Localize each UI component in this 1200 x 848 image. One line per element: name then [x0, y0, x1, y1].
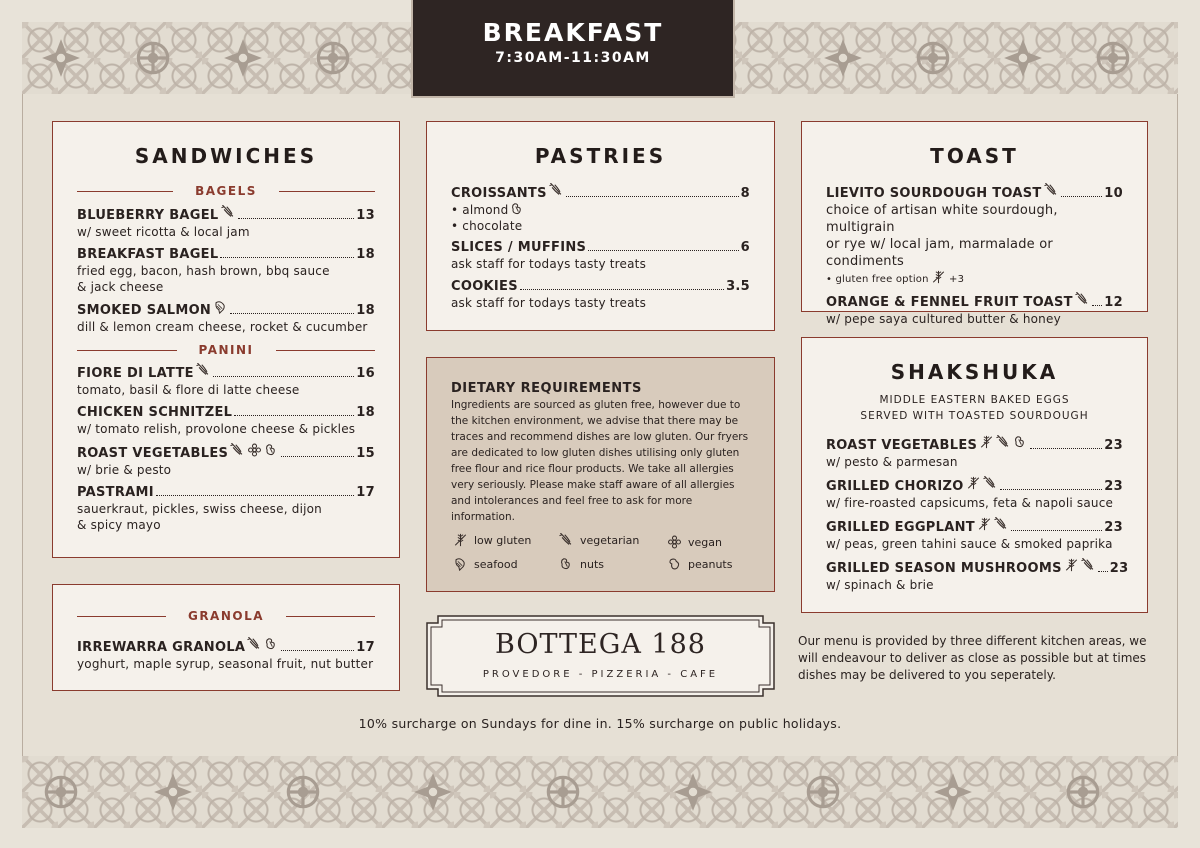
tile-border-bottom — [22, 756, 1178, 828]
tile-motif-icon — [222, 37, 264, 79]
menu-item: PASTRAMI 17 sauerkraut, pickles, swiss cheese, dijon & spicy mayo — [77, 485, 375, 532]
menu-item: SLICES / MUFFINS 6 ask staff for todays tasty treats — [451, 240, 750, 271]
low-gluten-icon — [1064, 558, 1079, 572]
vegan-icon — [247, 443, 262, 457]
vegetarian-icon — [559, 533, 574, 547]
vegan-icon — [667, 535, 682, 549]
tile-motif-icon — [672, 771, 714, 813]
low-gluten-icon — [453, 533, 468, 547]
menu-item: IRREWARRA GRANOLA 17 yoghurt, maple syrup, seasonal fruit, nut butter — [77, 637, 375, 672]
bagels-subheading: BAGELS — [77, 184, 375, 198]
dietary-text: Ingredients are sourced as gluten free, however due to the kitchen environment, we advise that there may be traces and recommend dishes are low gluten. Our fryers are dedicated to low gluten dishes utilising only gluten free flour and rice flour products. We take all allergies very seriously. Please make staff aware of all allergies and intolerances and feel free to ask for more information. — [451, 399, 749, 523]
pastries-card — [426, 121, 775, 331]
menu-item: SMOKED SALMON 18 dill & lemon cream cheese, rocket & cucumber — [77, 300, 375, 335]
menu-item: ORANGE & FENNEL FRUIT TOAST 12 w/ pepe saya cultured butter & honey — [826, 292, 1123, 327]
dietary-title: DIETARY REQUIREMENTS — [451, 381, 642, 396]
tile-motif-icon — [822, 37, 864, 79]
tile-motif-icon — [1092, 37, 1134, 79]
nuts-icon — [264, 443, 279, 457]
menu-item: ROAST VEGETABLES 15 w/ brie & pesto — [77, 443, 375, 478]
toast-card — [801, 121, 1148, 326]
logo-name: BOTTEGA 188 — [495, 629, 706, 660]
pastries-title: PASTRIES — [534, 144, 667, 168]
menu-title: BREAKFAST — [482, 18, 664, 47]
vegetarian-icon — [549, 183, 564, 197]
menu-item: GRILLED EGGPLANT 23 w/ peas, green tahini sauce & smoked paprika — [826, 517, 1123, 552]
seafood-icon — [453, 557, 468, 571]
menu-item: CHICKEN SCHNITZEL 18 w/ tomato relish, provolone cheese & pickles — [77, 405, 375, 436]
menu-item: FIORE DI LATTE 16 tomato, basil & flore di latte cheese — [77, 363, 375, 398]
vegetarian-icon — [247, 637, 262, 651]
tile-motif-icon — [1002, 37, 1044, 79]
menu-header — [411, 0, 735, 98]
tile-motif-icon — [312, 37, 354, 79]
menu-item: GRILLED CHORIZO 23 w/ fire-roasted capsicums, feta & napoli sauce — [826, 476, 1123, 511]
sandwiches-card — [52, 121, 400, 558]
menu-item: COOKIES 3.5 ask staff for todays tasty treats — [451, 279, 750, 310]
vegetarian-icon — [230, 443, 245, 457]
vegetarian-icon — [983, 476, 998, 490]
tile-motif-icon — [1062, 771, 1104, 813]
panini-subheading: PANINI — [77, 343, 375, 357]
vegetarian-icon — [996, 435, 1011, 449]
tile-motif-icon — [932, 771, 974, 813]
seafood-icon — [213, 300, 228, 314]
shakshuka-title: SHAKSHUKA — [890, 360, 1059, 384]
tile-motif-icon — [132, 37, 174, 79]
shakshuka-card — [801, 337, 1148, 613]
menu-item: CROISSANTS 8 • almond • chocolate — [451, 183, 750, 234]
shakshuka-subtitle: MIDDLE EASTERN BAKED EGGS — [879, 394, 1070, 406]
vegetarian-icon — [221, 205, 236, 219]
menu-item: BLUEBERRY BAGEL 13 w/ sweet ricotta & local jam — [77, 205, 375, 240]
low-gluten-icon — [979, 435, 994, 449]
vegetarian-icon — [1044, 183, 1059, 197]
low-gluten-icon — [977, 517, 992, 531]
tile-motif-icon — [40, 37, 82, 79]
menu-item: ROAST VEGETABLES 23 w/ pesto & parmesan — [826, 435, 1123, 470]
tile-motif-icon — [802, 771, 844, 813]
vegetarian-icon — [1075, 292, 1090, 306]
tile-motif-icon — [282, 771, 324, 813]
logo-tagline: PROVEDORE - PIZZERIA - CAFE — [482, 669, 719, 680]
tile-motif-icon — [40, 771, 82, 813]
nuts-icon — [1013, 435, 1028, 449]
sandwiches-title: SANDWICHES — [134, 144, 318, 168]
peanuts-icon — [667, 557, 682, 571]
nuts-icon — [559, 557, 574, 571]
menu-item: GRILLED SEASON MUSHROOMS 23 w/ spinach & brie — [826, 558, 1123, 593]
menu-item: LIEVITO SOURDOUGH TOAST 10 choice of artisan white sourdough, multigrain or rye w/ local jam, marmalade or condiments • gluten free option +3 — [826, 183, 1123, 288]
tile-motif-icon — [152, 771, 194, 813]
dietary-requirements-panel: DIETARY REQUIREMENTS Ingredients are sourced as gluten free, however due to the kitchen environment, we advise that there may be traces and recommend dishes are low gluten. Our fryers are dedicated to low gluten dishes utilising only gluten free flour and rice flour products. We take all allergies very seriously. Please make staff aware of all allergies and intolerances and feel free to ask for more information. low gluten vegetarian vegan seafood nuts peanuts — [426, 357, 775, 592]
nuts-icon — [510, 202, 525, 216]
tile-motif-icon — [412, 771, 454, 813]
shakshuka-subtitle: SERVED WITH TOASTED SOURDOUGH — [860, 410, 1089, 422]
vegetarian-icon — [196, 363, 211, 377]
tile-motif-icon — [912, 37, 954, 79]
surcharge-note: 10% surcharge on Sundays for dine in. 15% surcharge on public holidays. — [358, 716, 842, 731]
vegetarian-icon — [994, 517, 1009, 531]
menu-item: BREAKFAST BAGEL 18 fried egg, bacon, hash brown, bbq sauce & jack cheese — [77, 247, 375, 294]
kitchen-note: Our menu is provided by three different kitchen areas, we will endeavour to deliver as close as possible but at times dishes may be delivered to you seperately. — [798, 634, 1147, 682]
low-gluten-icon — [931, 270, 946, 284]
vegetarian-icon — [1081, 558, 1096, 572]
nuts-icon — [264, 637, 279, 651]
menu-hours: 7:30AM-11:30AM — [495, 50, 651, 66]
granola-subheading: GRANOLA — [77, 609, 375, 623]
low-gluten-icon — [966, 476, 981, 490]
tile-motif-icon — [542, 771, 584, 813]
bottega-logo — [426, 615, 775, 697]
granola-card — [52, 584, 400, 691]
toast-title: TOAST — [930, 144, 1019, 168]
